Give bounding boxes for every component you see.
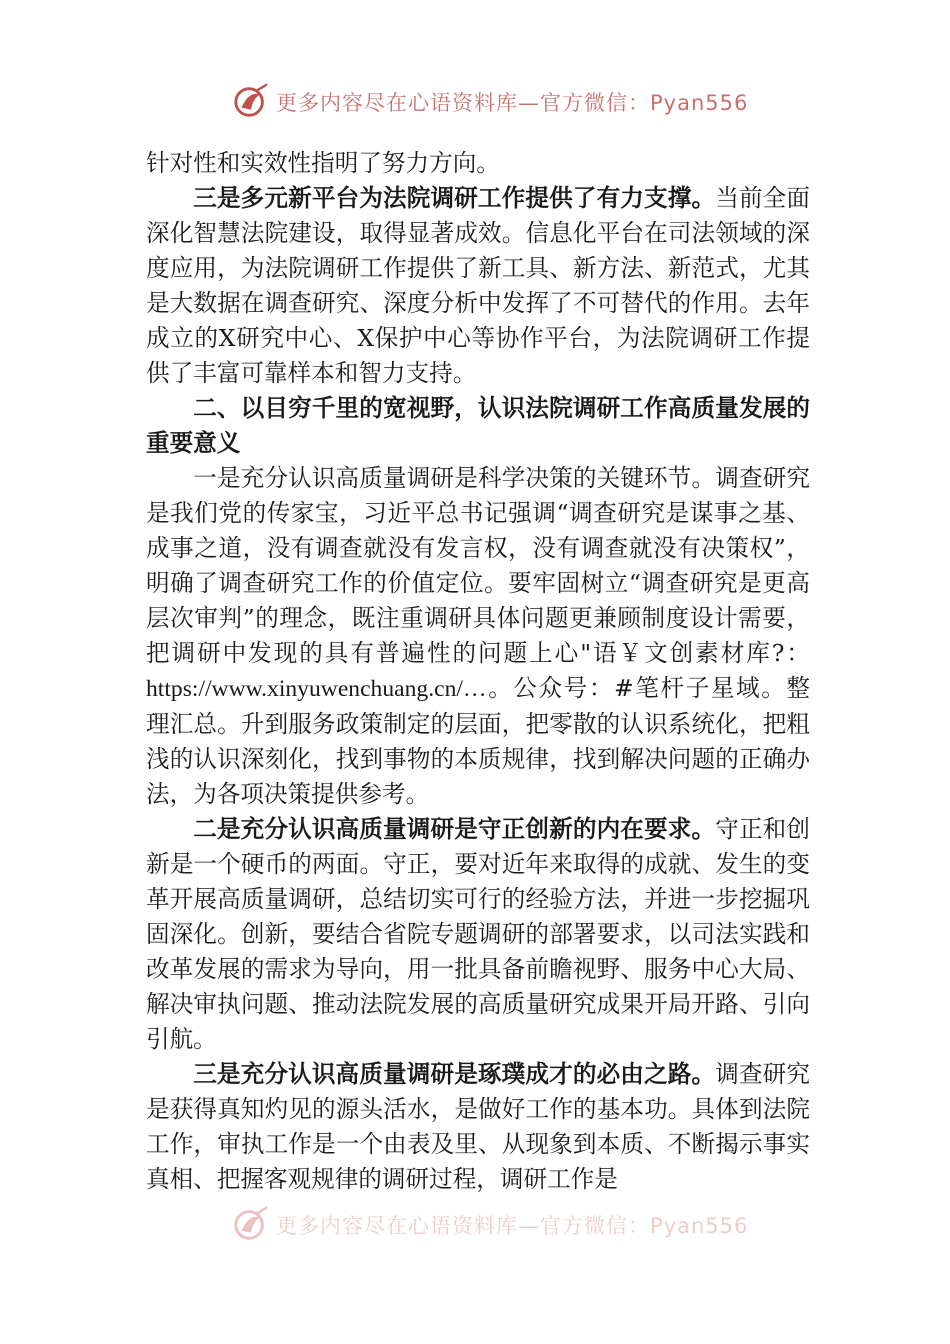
- watermark-footer: [232, 1205, 748, 1245]
- paragraph: 二是充分认识高质量调研是守正创新的内在要求。守正和创新是一个硬币的两面。守正，要对近年来取得的成就、发生的变革开展高质量调研，总结切实可行的经验方法，并进一步挖掘巩固深化。创新，要结合省院专题调研的部署要求，以司法实践和改革发展的需求为导向，用一批具备前瞻视野、服务中心大局、解决审执问题、推动法院发展的高质量研究成果开局开路、引向引航。: [146, 815, 810, 1053]
- brush-logo-icon: [232, 83, 270, 121]
- document-body: [146, 146, 810, 1197]
- watermark-header: [232, 82, 748, 122]
- brush-logo-icon: [232, 1206, 270, 1244]
- paragraph-lead: 三是多元新平台为法院调研工作提供了有力支撑。: [193, 184, 716, 212]
- paragraph: 三是充分认识高质量调研是琢璞成才的必由之路。调查研究是获得真知灼见的源头活水，是做好工作的基本功。具体到法院工作，审执工作是一个由表及里、从现象到本质、不断揭示事实真相、把握客观规律的调研过程，调研工作是: [146, 1060, 810, 1193]
- paragraph: 针对性和实效性指明了努力方向。: [146, 149, 500, 177]
- paragraph-lead: 三是充分认识高质量调研是琢璞成才的必由之路。: [193, 1060, 716, 1088]
- paragraph: 三是多元新平台为法院调研工作提供了有力支撑。当前全面深化智慧法院建设，取得显著成效。信息化平台在司法领域的深度应用，为法院调研工作提供了新工具、新方法、新范式，尤其是大数据在调查研究、深度分析中发挥了不可替代的作用。去年成立的X研究中心、X保护中心等协作平台，为法院调研工作提供了丰富可靠样本和智力支持。: [146, 184, 810, 387]
- source-url: https://www.xinyuwenchuang.cn/…: [146, 676, 487, 702]
- watermark-text: 更多内容尽在心语资料库—官方微信：Pyan556: [276, 1214, 749, 1238]
- paragraph-lead: 二是充分认识高质量调研是守正创新的内在要求。: [193, 815, 716, 843]
- section-heading: 二、以目穷千里的宽视野，认识法院调研工作高质量发展的重要意义: [146, 394, 810, 457]
- paragraph: 一是充分认识高质量调研是科学决策的关键环节。调查研究是我们党的传家宝，习近平总书记强调“调查研究是谋事之基、成事之道，没有调查就没有发言权，没有调查就没有决策权”，明确了调查研究工作的价值定位。要牢固树立“调查研究是更高层次审判”的理念，既注重调研具体问题更兼顾制度设计需要，把调研中发现的具有普遍性的问题上心"语￥文创素材库?：https://www.xinyuwenchuang.cn/…。公众号：#笔杆子星域。整理汇总。升到服务政策制定的层面，把零散的认识系统化，把粗浅的认识深刻化，找到事物的本质规律，找到解决问题的正确办法，为各项决策提供参考。: [146, 464, 810, 808]
- watermark-text: 更多内容尽在心语资料库—官方微信：Pyan556: [276, 91, 749, 115]
